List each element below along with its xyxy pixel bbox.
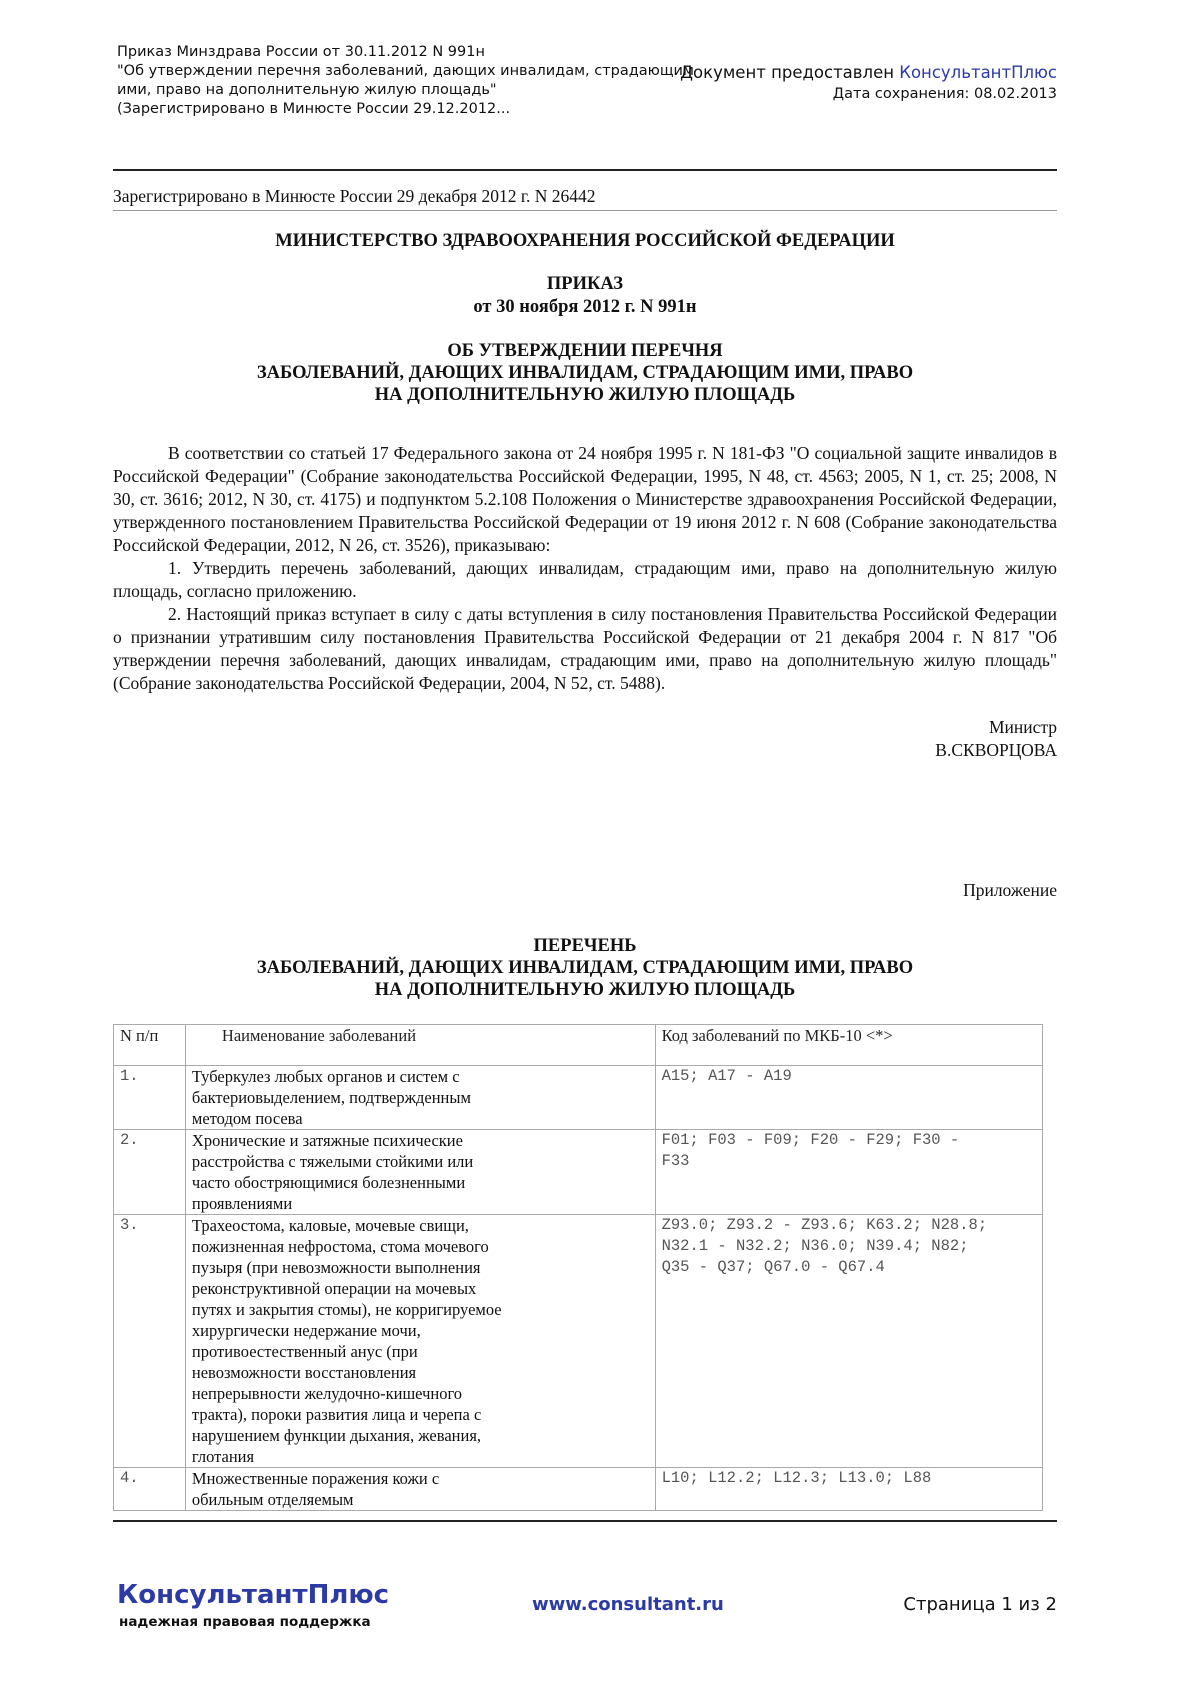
- disease-list-table: [113, 1024, 1043, 1511]
- row-disease-name: Множественные поражения кожи с обильным отделяемым: [185, 1468, 655, 1511]
- saved-date: Дата сохранения: 08.02.2013: [832, 86, 1057, 102]
- header-cell-name: Наименование заболеваний: [185, 1025, 655, 1066]
- order-date-number: от 30 ноября 2012 г. N 991н: [473, 297, 697, 317]
- footer-divider: [113, 1520, 1057, 1522]
- appendix-title-line: ЗАБОЛЕВАНИЙ, ДАЮЩИХ ИНВАЛИДАМ, СТРАДАЮЩИМ ИМИ, ПРАВО: [256, 958, 914, 978]
- provided-by: [680, 62, 1057, 84]
- registration-divider: [113, 210, 1057, 211]
- order-title-line: ОБ УТВЕРЖДЕНИИ ПЕРЕЧНЯ: [447, 341, 723, 361]
- registration-note: Зарегистрировано в Минюсте России 29 декабря 2012 г. N 26442: [113, 186, 596, 206]
- table-header-row: [114, 1025, 1043, 1066]
- appendix-label: Приложение: [963, 880, 1057, 900]
- signer-title: Министр: [988, 717, 1057, 737]
- row-icd-code: Z93.0; Z93.2 - Z93.6; K63.2; N28.8; N32.1 - N32.2; N36.0; N39.4; N82; Q35 - Q37; Q67.0 - Q67.4: [655, 1215, 1042, 1468]
- signer-name: В.СКВОРЦОВА: [935, 740, 1057, 760]
- order-body: [113, 442, 1057, 695]
- table-row: [114, 1215, 1043, 1468]
- row-disease-name: Хронические и затяжные психические расстройства с тяжелыми стойкими или часто обостряющимися болезненными проявлениями: [185, 1130, 655, 1215]
- header-divider: [113, 169, 1057, 171]
- footer-tagline: надежная правовая поддержка: [119, 1614, 371, 1630]
- row-number: 2.: [114, 1130, 186, 1215]
- appendix-title-line: ПЕРЕЧЕНЬ: [533, 936, 637, 956]
- order-title-line: НА ДОПОЛНИТЕЛЬНУЮ ЖИЛУЮ ПЛОЩАДЬ: [374, 385, 796, 405]
- order-type: ПРИКАЗ: [546, 274, 624, 294]
- header-cell-number: N п/п: [114, 1025, 186, 1066]
- row-icd-code: A15; A17 - A19: [655, 1066, 1042, 1130]
- row-number: 4.: [114, 1468, 186, 1511]
- clause-2: 2. Настоящий приказ вступает в силу с даты вступления в силу постановления Правительства Российской Федерации о признании утратившим силу постановления Правительства Российской Федерации от 21 декабря 2004 г. N 817 "Об утверждении перечня заболеваний, дающих инвалидам, страдающим ими, право на дополнительную жилую площадь" (Собрание законодательства Российской Федерации, 2004, N 52, ст. 5488).: [113, 604, 1057, 693]
- table-row: [114, 1468, 1043, 1511]
- running-header-provider: [680, 62, 1057, 104]
- header-line: Приказ Минздрава России от 30.11.2012 N 991н: [117, 44, 485, 60]
- provider-brand: КонсультантПлюс: [899, 63, 1057, 82]
- ministry-name: МИНИСТЕРСТВО ЗДРАВООХРАНЕНИЯ РОССИЙСКОЙ ФЕДЕРАЦИИ: [275, 231, 895, 251]
- header-line: "Об утверждении перечня заболеваний, дающих инвалидам, страдающим: [117, 63, 694, 79]
- row-icd-code: L10; L12.2; L12.3; L13.0; L88: [655, 1468, 1042, 1511]
- table-row: [114, 1066, 1043, 1130]
- row-number: 3.: [114, 1215, 186, 1468]
- footer-brand-logo: КонсультантПлюс: [117, 1580, 390, 1610]
- table-row: [114, 1130, 1043, 1215]
- page-number: Страница 1 из 2: [903, 1594, 1057, 1615]
- provided-prefix: Документ предоставлен: [680, 63, 900, 82]
- row-disease-name: Туберкулез любых органов и систем с бактериовыделением, подтвержденным методом посева: [185, 1066, 655, 1130]
- clause-1: 1. Утвердить перечень заболеваний, дающих инвалидам, страдающим ими, право на дополнительную жилую площадь, согласно приложению.: [113, 558, 1057, 601]
- preamble-paragraph: В соответствии со статьей 17 Федерального закона от 24 ноября 1995 г. N 181-ФЗ "О социальной защите инвалидов в Российской Федерации" (Собрание законодательства Российской Федерации, 1995, N 48, ст. 4563; 2005, N 1, ст. 25; 2008, N 30, ст. 3616; 2012, N 30, ст. 4175) и подпунктом 5.2.108 Положения о Министерстве здравоохранения Российской Федерации, утвержденного постановлением Правительства Российской Федерации от 19 июня 2012 г. N 608 (Собрание законодательства Российской Федерации, 2012, N 26, ст. 3526), приказываю:: [113, 443, 1057, 555]
- order-title-line: ЗАБОЛЕВАНИЙ, ДАЮЩИХ ИНВАЛИДАМ, СТРАДАЮЩИМ ИМИ, ПРАВО: [256, 363, 914, 383]
- running-header-doc-info: [117, 43, 717, 119]
- header-cell-code: Код заболеваний по МКБ-10 <*>: [655, 1025, 1042, 1066]
- row-icd-code: F01; F03 - F09; F20 - F29; F30 - F33: [655, 1130, 1042, 1215]
- appendix-title-line: НА ДОПОЛНИТЕЛЬНУЮ ЖИЛУЮ ПЛОЩАДЬ: [374, 980, 796, 1000]
- row-disease-name: Трахеостома, каловые, мочевые свищи, пожизненная нефростома, стома мочевого пузыря (при невозможности выполнения реконструктивной операции на мочевых путях и закрытия стомы), не корригируемое хирургически недержание мочи, противоестественный анус (при невозможности восстановления непрерывности желудочно-кишечного тракта), пороки развития лица и черепа с нарушением функции дыхания, жевания, глотания: [185, 1215, 655, 1468]
- header-line: (Зарегистрировано в Минюсте России 29.12.2012...: [117, 101, 511, 117]
- footer-website-link[interactable]: www.consultant.ru: [532, 1594, 724, 1615]
- row-number: 1.: [114, 1066, 186, 1130]
- header-line: ими, право на дополнительную жилую площадь": [117, 82, 497, 98]
